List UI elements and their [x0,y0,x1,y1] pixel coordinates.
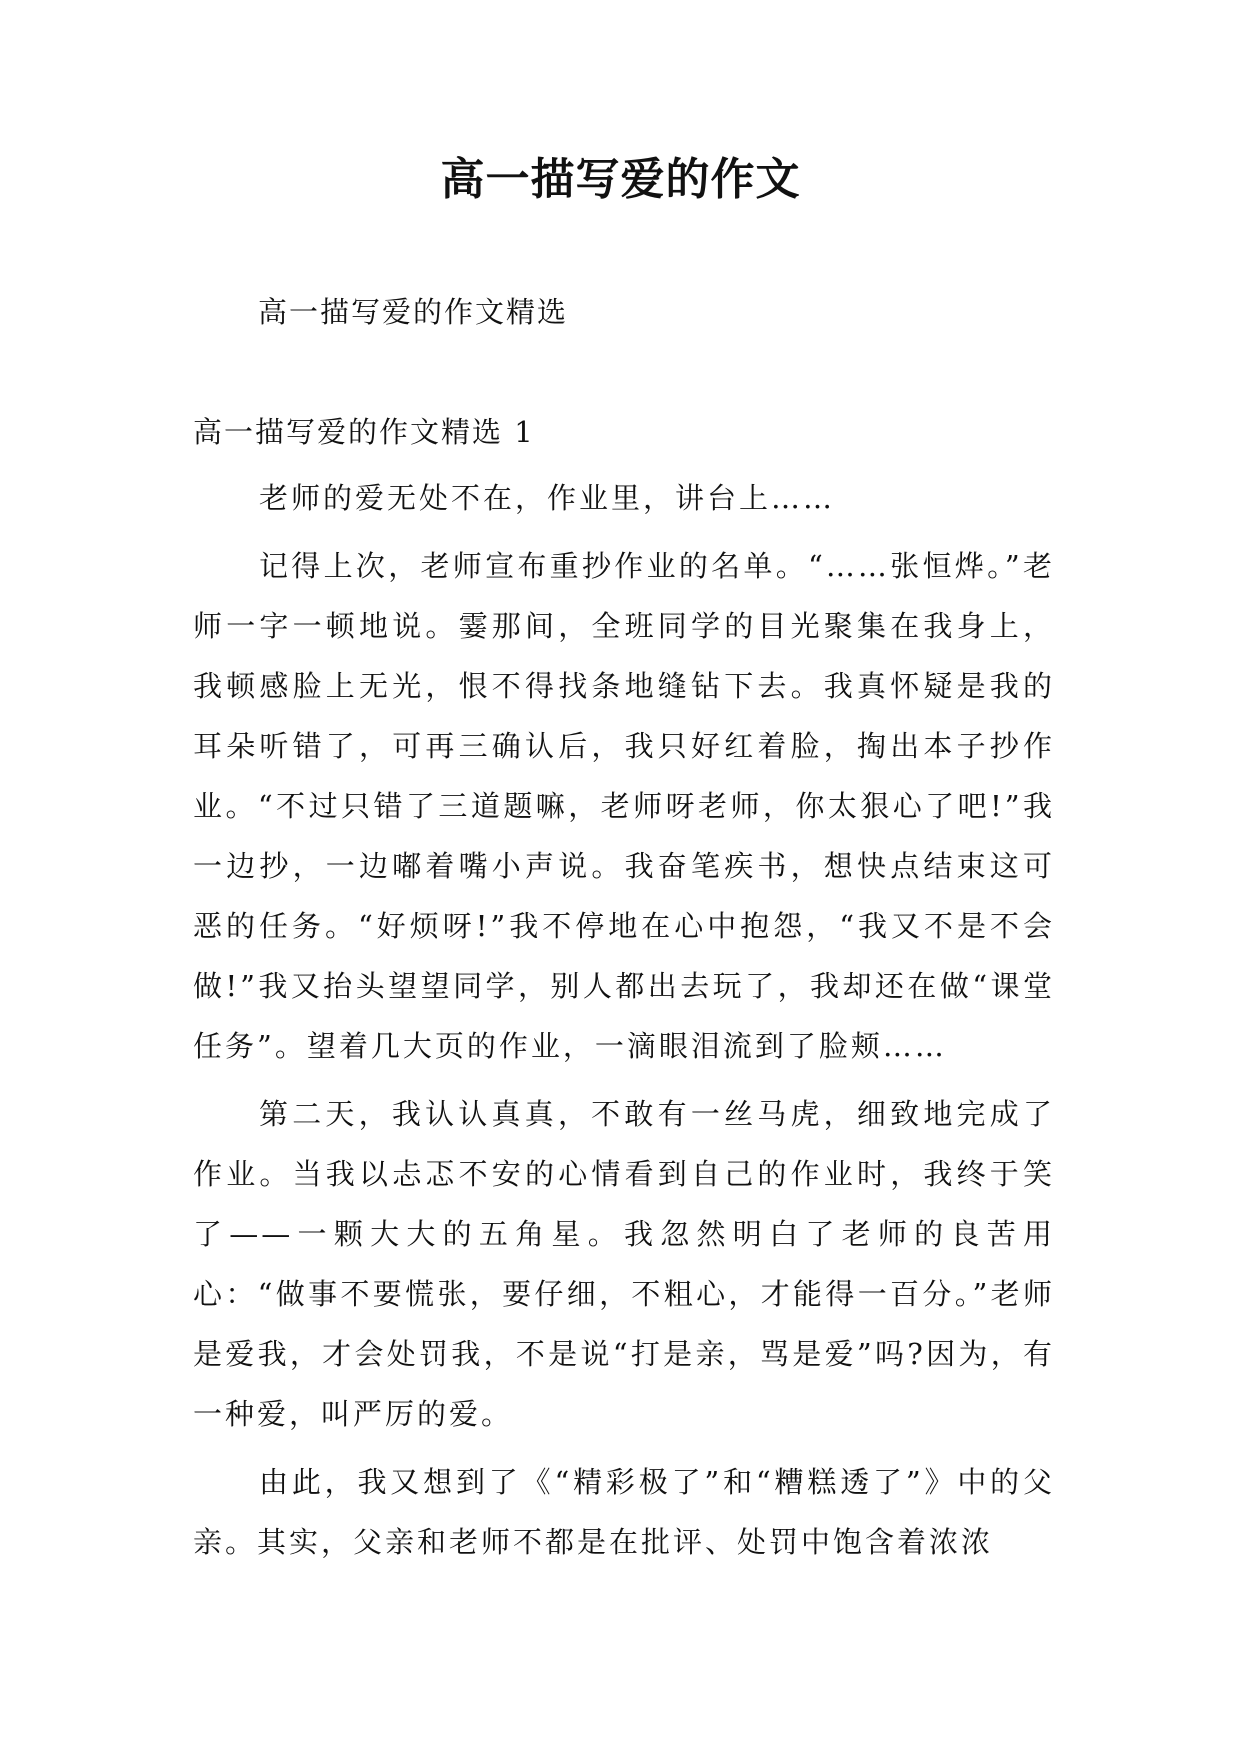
document-subtitle: 高一描写爱的作文精选 [258,295,569,329]
paragraph: 由此，我又想到了《“精彩极了”和“糟糕透了”》中的父亲。其实，父亲和老师不都是在批评、处罚中饱含着浓浓 [193,1465,1055,1559]
document-body [193,468,1055,1580]
paragraph: 记得上次，老师宣布重抄作业的名单。“……张恒烨。”老师一字一顿地说。霎那间，全班同学的目光聚集在我身上，我顿感脸上无光，恨不得找条地缝钻下去。我真怀疑是我的耳朵听错了，可再三确认后，我只好红着脸，掏出本子抄作业。“不过只错了三道题嘛，老师呀老师，你太狠心了吧!”我一边抄，一边嘟着嘴小声说。我奋笔疾书，想快点结束这可恶的任务。“好烦呀!”我不停地在心中抱怨，“我又不是不会做!”我又抬头望望同学，别人都出去玩了，我却还在做“课堂任务”。望着几大页的作业，一滴眼泪流到了脸颊…… [193,549,1055,1063]
paragraph: 老师的爱无处不在，作业里，讲台上…… [259,481,836,515]
section-heading: 高一描写爱的作文精选 1 [193,415,535,449]
paragraph: 第二天，我认认真真，不敢有一丝马虎，细致地完成了作业。当我以忐忑不安的心情看到自己的作业时，我终于笑了——一颗大大的五角星。我忽然明白了老师的良苦用心：“做事不要慌张，要仔细，不粗心，才能得一百分。”老师是爱我，才会处罚我，不是说“打是亲，骂是爱”吗?因为，有一种爱，叫严厉的爱。 [193,1097,1055,1431]
document-title: 高一描写爱的作文 [440,154,801,205]
